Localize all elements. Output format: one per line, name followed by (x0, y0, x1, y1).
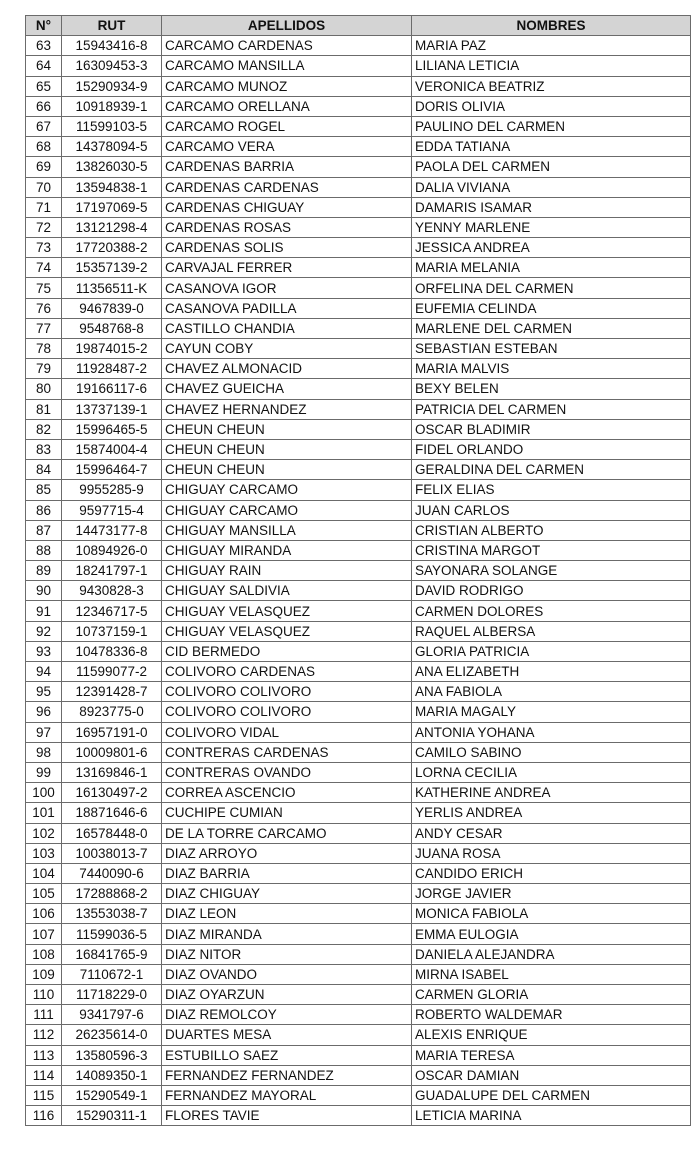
table-row (26, 884, 691, 904)
cell-number: 99 (26, 762, 62, 782)
table-row (26, 36, 691, 56)
cell-apellidos: FLORES TAVIE (162, 1106, 412, 1126)
cell-number: 90 (26, 581, 62, 601)
cell-nombres: MONICA FABIOLA (412, 904, 691, 924)
table-row (26, 197, 691, 217)
cell-nombres: CARMEN DOLORES (412, 601, 691, 621)
cell-number: 114 (26, 1065, 62, 1085)
cell-apellidos: CHIGUAY MIRANDA (162, 540, 412, 560)
table-row (26, 419, 691, 439)
header-row (26, 16, 691, 36)
cell-number: 88 (26, 540, 62, 560)
cell-number: 116 (26, 1106, 62, 1126)
cell-nombres: DALIA VIVIANA (412, 177, 691, 197)
header-nombres: NOMBRES (412, 16, 691, 36)
cell-rut: 16957191-0 (62, 722, 162, 742)
cell-nombres: LORNA CECILIA (412, 762, 691, 782)
cell-apellidos: DUARTES MESA (162, 1025, 412, 1045)
cell-nombres: JORGE JAVIER (412, 884, 691, 904)
cell-number: 77 (26, 318, 62, 338)
cell-nombres: PATRICIA DEL CARMEN (412, 399, 691, 419)
cell-rut: 15357139-2 (62, 258, 162, 278)
cell-number: 95 (26, 682, 62, 702)
cell-number: 91 (26, 601, 62, 621)
cell-number: 72 (26, 217, 62, 237)
cell-apellidos: CHEUN CHEUN (162, 439, 412, 459)
cell-number: 85 (26, 480, 62, 500)
table-row (26, 1025, 691, 1045)
cell-apellidos: CARVAJAL FERRER (162, 258, 412, 278)
cell-number: 105 (26, 884, 62, 904)
table-row (26, 278, 691, 298)
cell-rut: 13169846-1 (62, 762, 162, 782)
cell-nombres: FIDEL ORLANDO (412, 439, 691, 459)
table-row (26, 621, 691, 641)
cell-apellidos: DIAZ OYARZUN (162, 985, 412, 1005)
cell-nombres: KATHERINE ANDREA (412, 783, 691, 803)
cell-rut: 15290549-1 (62, 1085, 162, 1105)
cell-apellidos: ESTUBILLO SAEZ (162, 1045, 412, 1065)
cell-rut: 16130497-2 (62, 783, 162, 803)
table-row (26, 56, 691, 76)
table-row (26, 561, 691, 581)
cell-nombres: MARIA MAGALY (412, 702, 691, 722)
cell-apellidos: CAYUN COBY (162, 339, 412, 359)
cell-apellidos: DIAZ REMOLCOY (162, 1005, 412, 1025)
table-row (26, 863, 691, 883)
cell-nombres: SAYONARA SOLANGE (412, 561, 691, 581)
table-row (26, 177, 691, 197)
cell-rut: 11356511-K (62, 278, 162, 298)
table-row (26, 1045, 691, 1065)
cell-nombres: MARIA PAZ (412, 36, 691, 56)
cell-rut: 15943416-8 (62, 36, 162, 56)
table-row (26, 460, 691, 480)
cell-rut: 18871646-6 (62, 803, 162, 823)
table-row (26, 480, 691, 500)
cell-rut: 11599077-2 (62, 662, 162, 682)
cell-number: 74 (26, 258, 62, 278)
cell-rut: 10009801-6 (62, 742, 162, 762)
cell-rut: 13580596-3 (62, 1045, 162, 1065)
cell-nombres: MARIA MELANIA (412, 258, 691, 278)
cell-apellidos: CARCAMO VERA (162, 137, 412, 157)
table-row (26, 722, 691, 742)
cell-number: 101 (26, 803, 62, 823)
cell-nombres: BEXY BELEN (412, 379, 691, 399)
table-row (26, 96, 691, 116)
cell-rut: 12391428-7 (62, 682, 162, 702)
cell-rut: 17720388-2 (62, 238, 162, 258)
cell-apellidos: DIAZ NITOR (162, 944, 412, 964)
cell-apellidos: DIAZ CHIGUAY (162, 884, 412, 904)
cell-nombres: ALEXIS ENRIQUE (412, 1025, 691, 1045)
cell-number: 86 (26, 500, 62, 520)
cell-apellidos: CHAVEZ GUEICHA (162, 379, 412, 399)
table-row (26, 682, 691, 702)
cell-number: 78 (26, 339, 62, 359)
table-row (26, 217, 691, 237)
table-row (26, 783, 691, 803)
cell-number: 98 (26, 742, 62, 762)
cell-nombres: CANDIDO ERICH (412, 863, 691, 883)
cell-apellidos: FERNANDEZ FERNANDEZ (162, 1065, 412, 1085)
table-row (26, 540, 691, 560)
cell-nombres: FELIX ELIAS (412, 480, 691, 500)
cell-number: 82 (26, 419, 62, 439)
cell-number: 79 (26, 359, 62, 379)
cell-rut: 14089350-1 (62, 1065, 162, 1085)
table-row (26, 76, 691, 96)
cell-number: 69 (26, 157, 62, 177)
cell-number: 83 (26, 439, 62, 459)
cell-nombres: OSCAR DAMIAN (412, 1065, 691, 1085)
cell-nombres: MARIA MALVIS (412, 359, 691, 379)
cell-rut: 9467839-0 (62, 298, 162, 318)
cell-number: 65 (26, 76, 62, 96)
cell-rut: 26235614-0 (62, 1025, 162, 1045)
cell-apellidos: DIAZ OVANDO (162, 964, 412, 984)
cell-number: 92 (26, 621, 62, 641)
cell-rut: 17288868-2 (62, 884, 162, 904)
table-row (26, 399, 691, 419)
cell-rut: 13121298-4 (62, 217, 162, 237)
cell-nombres: CRISTINA MARGOT (412, 540, 691, 560)
cell-nombres: DAVID RODRIGO (412, 581, 691, 601)
cell-apellidos: COLIVORO VIDAL (162, 722, 412, 742)
cell-rut: 11599103-5 (62, 116, 162, 136)
table-row (26, 520, 691, 540)
cell-nombres: CAMILO SABINO (412, 742, 691, 762)
cell-apellidos: CHIGUAY MANSILLA (162, 520, 412, 540)
cell-rut: 13737139-1 (62, 399, 162, 419)
cell-nombres: OSCAR BLADIMIR (412, 419, 691, 439)
cell-nombres: PAULINO DEL CARMEN (412, 116, 691, 136)
cell-apellidos: CARDENAS ROSAS (162, 217, 412, 237)
table-row (26, 823, 691, 843)
table-row (26, 662, 691, 682)
cell-rut: 19166117-6 (62, 379, 162, 399)
cell-nombres: ANA FABIOLA (412, 682, 691, 702)
table-row (26, 439, 691, 459)
cell-rut: 9341797-6 (62, 1005, 162, 1025)
cell-nombres: GLORIA PATRICIA (412, 641, 691, 661)
table-row (26, 1106, 691, 1126)
cell-number: 94 (26, 662, 62, 682)
cell-apellidos: CHIGUAY VELASQUEZ (162, 621, 412, 641)
table-row (26, 1065, 691, 1085)
cell-apellidos: CHIGUAY SALDIVIA (162, 581, 412, 601)
cell-apellidos: CONTRERAS OVANDO (162, 762, 412, 782)
cell-rut: 10894926-0 (62, 540, 162, 560)
table-row (26, 116, 691, 136)
cell-nombres: DORIS OLIVIA (412, 96, 691, 116)
cell-number: 108 (26, 944, 62, 964)
cell-rut: 16309453-3 (62, 56, 162, 76)
cell-rut: 9955285-9 (62, 480, 162, 500)
cell-rut: 13594838-1 (62, 177, 162, 197)
cell-nombres: YERLIS ANDREA (412, 803, 691, 823)
roster-table (25, 15, 691, 1126)
cell-number: 107 (26, 924, 62, 944)
cell-apellidos: CUCHIPE CUMIAN (162, 803, 412, 823)
cell-rut: 7110672-1 (62, 964, 162, 984)
cell-rut: 10918939-1 (62, 96, 162, 116)
cell-apellidos: FERNANDEZ MAYORAL (162, 1085, 412, 1105)
cell-nombres: VERONICA BEATRIZ (412, 76, 691, 96)
cell-nombres: ORFELINA DEL CARMEN (412, 278, 691, 298)
cell-rut: 13553038-7 (62, 904, 162, 924)
cell-number: 81 (26, 399, 62, 419)
cell-number: 97 (26, 722, 62, 742)
table-row (26, 1085, 691, 1105)
cell-rut: 17197069-5 (62, 197, 162, 217)
cell-nombres: GUADALUPE DEL CARMEN (412, 1085, 691, 1105)
cell-apellidos: DE LA TORRE CARCAMO (162, 823, 412, 843)
cell-apellidos: CARCAMO MUNOZ (162, 76, 412, 96)
cell-nombres: PAOLA DEL CARMEN (412, 157, 691, 177)
cell-number: 106 (26, 904, 62, 924)
table-row (26, 500, 691, 520)
cell-nombres: JUANA ROSA (412, 843, 691, 863)
cell-rut: 7440090-6 (62, 863, 162, 883)
cell-apellidos: DIAZ LEON (162, 904, 412, 924)
cell-apellidos: CARDENAS BARRIA (162, 157, 412, 177)
cell-number: 80 (26, 379, 62, 399)
cell-nombres: JESSICA ANDREA (412, 238, 691, 258)
cell-number: 64 (26, 56, 62, 76)
cell-rut: 15874004-4 (62, 439, 162, 459)
table-row (26, 985, 691, 1005)
cell-rut: 14473177-8 (62, 520, 162, 540)
cell-nombres: LILIANA LETICIA (412, 56, 691, 76)
cell-nombres: EDDA TATIANA (412, 137, 691, 157)
cell-nombres: MARIA TERESA (412, 1045, 691, 1065)
cell-apellidos: CARDENAS CARDENAS (162, 177, 412, 197)
cell-nombres: EMMA EULOGIA (412, 924, 691, 944)
cell-apellidos: CHIGUAY CARCAMO (162, 500, 412, 520)
cell-rut: 15290934-9 (62, 76, 162, 96)
cell-number: 102 (26, 823, 62, 843)
cell-nombres: JUAN CARLOS (412, 500, 691, 520)
table-row (26, 379, 691, 399)
table-body (26, 36, 691, 1126)
cell-number: 66 (26, 96, 62, 116)
cell-apellidos: CASANOVA PADILLA (162, 298, 412, 318)
cell-number: 63 (26, 36, 62, 56)
header-apellidos: APELLIDOS (162, 16, 412, 36)
cell-apellidos: COLIVORO COLIVORO (162, 682, 412, 702)
cell-nombres: YENNY MARLENE (412, 217, 691, 237)
cell-rut: 11928487-2 (62, 359, 162, 379)
cell-rut: 10038013-7 (62, 843, 162, 863)
cell-nombres: ROBERTO WALDEMAR (412, 1005, 691, 1025)
table-row (26, 581, 691, 601)
cell-apellidos: CARDENAS SOLIS (162, 238, 412, 258)
cell-rut: 15996464-7 (62, 460, 162, 480)
table-row (26, 258, 691, 278)
cell-number: 76 (26, 298, 62, 318)
cell-apellidos: CHAVEZ ALMONACID (162, 359, 412, 379)
cell-rut: 11599036-5 (62, 924, 162, 944)
cell-number: 110 (26, 985, 62, 1005)
cell-apellidos: DIAZ MIRANDA (162, 924, 412, 944)
cell-apellidos: CARCAMO MANSILLA (162, 56, 412, 76)
cell-apellidos: CHIGUAY VELASQUEZ (162, 601, 412, 621)
table-row (26, 641, 691, 661)
cell-nombres: MIRNA ISABEL (412, 964, 691, 984)
cell-nombres: DANIELA ALEJANDRA (412, 944, 691, 964)
cell-number: 84 (26, 460, 62, 480)
cell-apellidos: CHEUN CHEUN (162, 460, 412, 480)
cell-nombres: DAMARIS ISAMAR (412, 197, 691, 217)
table-row (26, 137, 691, 157)
cell-rut: 18241797-1 (62, 561, 162, 581)
cell-apellidos: CONTRERAS CARDENAS (162, 742, 412, 762)
cell-nombres: CARMEN GLORIA (412, 985, 691, 1005)
cell-nombres: ANA ELIZABETH (412, 662, 691, 682)
cell-number: 70 (26, 177, 62, 197)
cell-number: 93 (26, 641, 62, 661)
cell-nombres: CRISTIAN ALBERTO (412, 520, 691, 540)
cell-rut: 9597715-4 (62, 500, 162, 520)
cell-number: 89 (26, 561, 62, 581)
cell-apellidos: CHIGUAY RAIN (162, 561, 412, 581)
table-row (26, 318, 691, 338)
table-row (26, 964, 691, 984)
cell-nombres: GERALDINA DEL CARMEN (412, 460, 691, 480)
table-row (26, 803, 691, 823)
cell-rut: 15996465-5 (62, 419, 162, 439)
cell-number: 109 (26, 964, 62, 984)
table-row (26, 944, 691, 964)
header-number: N° (26, 16, 62, 36)
cell-rut: 10737159-1 (62, 621, 162, 641)
table-row (26, 339, 691, 359)
cell-apellidos: CHAVEZ HERNANDEZ (162, 399, 412, 419)
cell-nombres: EUFEMIA CELINDA (412, 298, 691, 318)
cell-apellidos: CARDENAS CHIGUAY (162, 197, 412, 217)
cell-apellidos: CASANOVA IGOR (162, 278, 412, 298)
cell-apellidos: CARCAMO ROGEL (162, 116, 412, 136)
cell-apellidos: CARCAMO ORELLANA (162, 96, 412, 116)
cell-number: 73 (26, 238, 62, 258)
cell-nombres: ANDY CESAR (412, 823, 691, 843)
table-row (26, 924, 691, 944)
table-row (26, 762, 691, 782)
cell-number: 112 (26, 1025, 62, 1045)
cell-nombres: ANTONIA YOHANA (412, 722, 691, 742)
table-row (26, 702, 691, 722)
cell-apellidos: COLIVORO CARDENAS (162, 662, 412, 682)
header-rut: RUT (62, 16, 162, 36)
table-row (26, 904, 691, 924)
cell-number: 100 (26, 783, 62, 803)
table-row (26, 742, 691, 762)
table-row (26, 238, 691, 258)
cell-rut: 16578448-0 (62, 823, 162, 843)
cell-apellidos: DIAZ BARRIA (162, 863, 412, 883)
cell-rut: 8923775-0 (62, 702, 162, 722)
cell-number: 111 (26, 1005, 62, 1025)
cell-rut: 9430828-3 (62, 581, 162, 601)
cell-nombres: MARLENE DEL CARMEN (412, 318, 691, 338)
cell-number: 87 (26, 520, 62, 540)
cell-apellidos: CHEUN CHEUN (162, 419, 412, 439)
cell-rut: 9548768-8 (62, 318, 162, 338)
cell-number: 104 (26, 863, 62, 883)
cell-apellidos: CARCAMO CARDENAS (162, 36, 412, 56)
cell-nombres: SEBASTIAN ESTEBAN (412, 339, 691, 359)
cell-number: 96 (26, 702, 62, 722)
cell-apellidos: CID BERMEDO (162, 641, 412, 661)
cell-number: 115 (26, 1085, 62, 1105)
table-row (26, 157, 691, 177)
cell-nombres: LETICIA MARINA (412, 1106, 691, 1126)
cell-rut: 16841765-9 (62, 944, 162, 964)
cell-apellidos: DIAZ ARROYO (162, 843, 412, 863)
cell-number: 113 (26, 1045, 62, 1065)
cell-apellidos: COLIVORO COLIVORO (162, 702, 412, 722)
cell-rut: 14378094-5 (62, 137, 162, 157)
cell-rut: 19874015-2 (62, 339, 162, 359)
cell-rut: 11718229-0 (62, 985, 162, 1005)
table-row (26, 298, 691, 318)
cell-number: 103 (26, 843, 62, 863)
table-row (26, 1005, 691, 1025)
cell-nombres: RAQUEL ALBERSA (412, 621, 691, 641)
cell-apellidos: CHIGUAY CARCAMO (162, 480, 412, 500)
cell-rut: 13826030-5 (62, 157, 162, 177)
cell-number: 67 (26, 116, 62, 136)
table-row (26, 359, 691, 379)
table-row (26, 601, 691, 621)
cell-number: 71 (26, 197, 62, 217)
cell-rut: 10478336-8 (62, 641, 162, 661)
cell-rut: 15290311-1 (62, 1106, 162, 1126)
cell-number: 75 (26, 278, 62, 298)
cell-apellidos: CASTILLO CHANDIA (162, 318, 412, 338)
cell-apellidos: CORREA ASCENCIO (162, 783, 412, 803)
table-header (26, 16, 691, 36)
cell-rut: 12346717-5 (62, 601, 162, 621)
table-row (26, 843, 691, 863)
cell-number: 68 (26, 137, 62, 157)
